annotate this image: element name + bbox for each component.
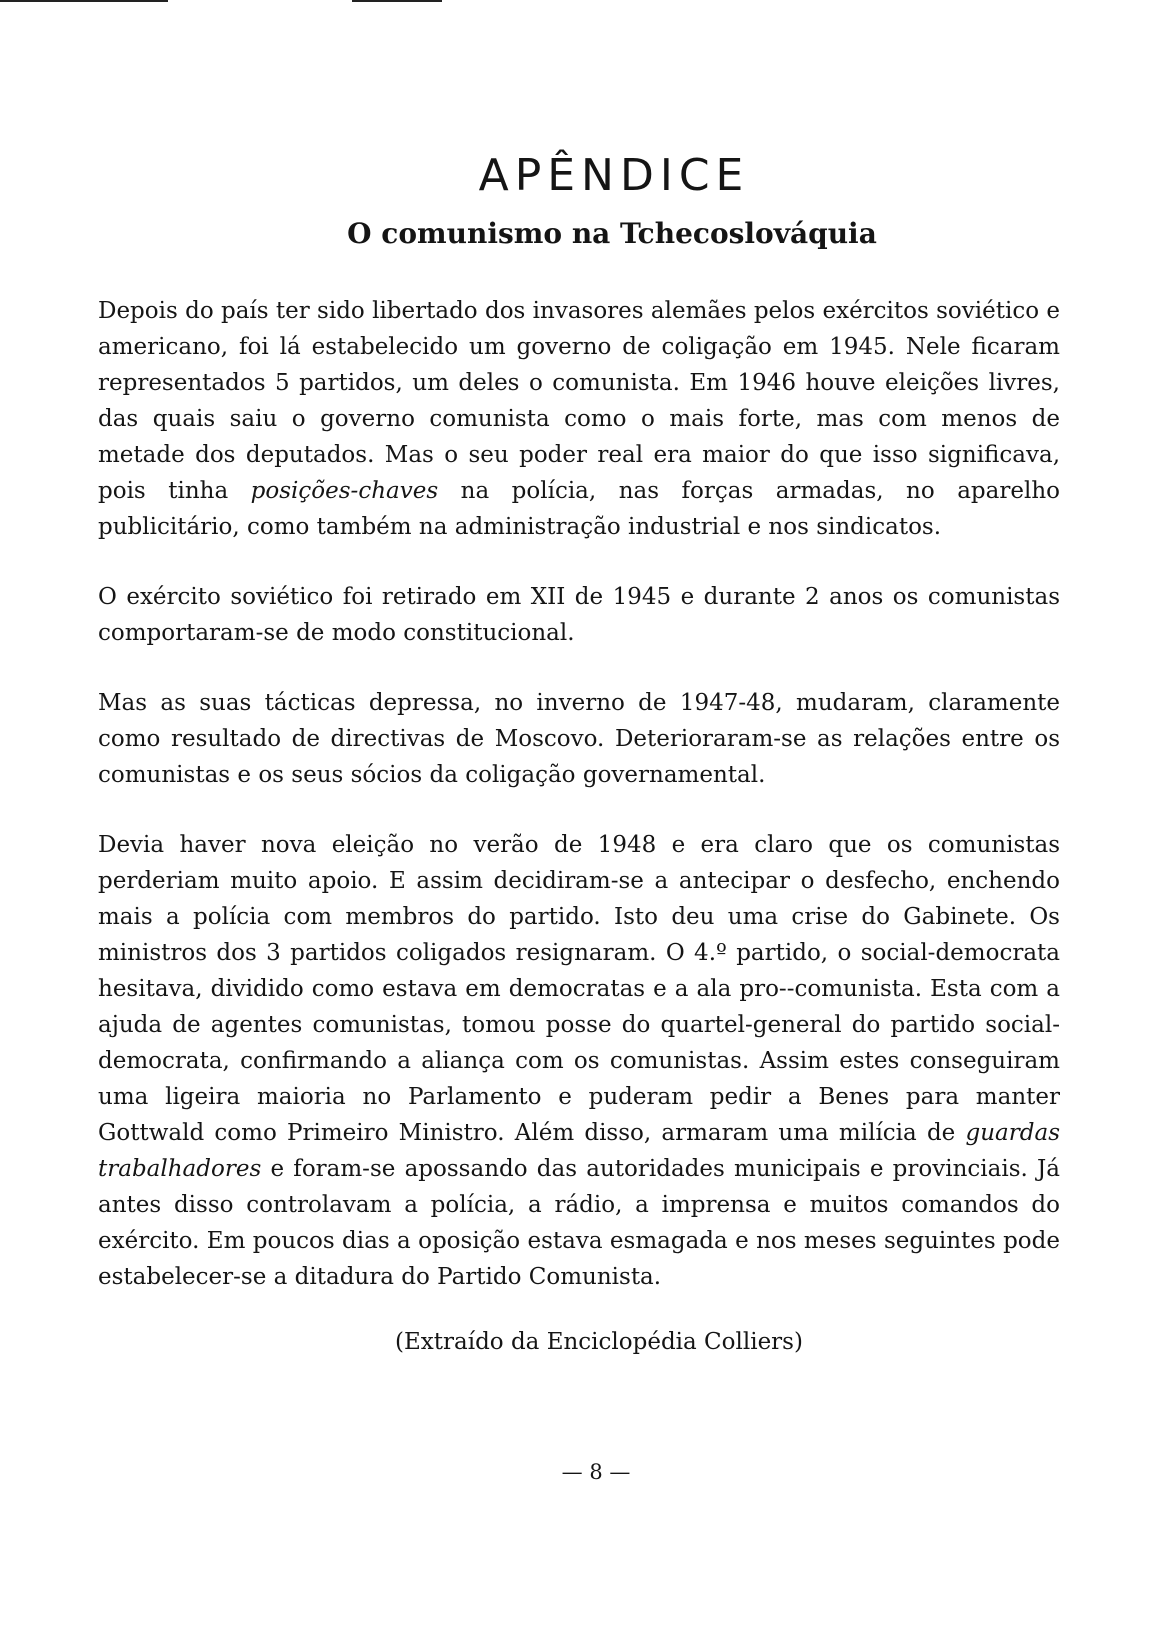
scan-edge-mark bbox=[0, 0, 168, 2]
paragraph-4-text-b: e foram-se apossando das autoridades municipais e provinciais. Já antes disso controlavam a polícia, a rádio, a imprensa e muitos comandos do exército. Em poucos dias a oposição estava esmagada e nos meses seguintes pode estabelecer-se a ditadura do Partido Comunista. bbox=[98, 1156, 1060, 1291]
paragraph-2: O exército soviético foi retirado em XII de 1945 e durante 2 anos os comunistas comportaram-se de modo constitucional. bbox=[98, 584, 1060, 647]
paragraph-4-text-a: Devia haver nova eleição no verão de 1948 e era claro que os comunistas perderiam muito apoio. E assim decidiram-se a antecipar o desfecho, enchendo mais a polícia com membros do partido. Isto deu uma crise do Gabinete. Os ministros dos 3 partidos coligados resignaram. O 4.º partido, o social-democrata hesitava, dividido como estava em democratas e a ala pro--comunista. Esta com a ajuda de agentes comunistas, tomou posse do quartel-general do partido social-democrata, confirmando a aliança com os comunistas. Assim estes conseguiram uma ligeira maioria no Parlamento e puderam pedir a Benes para manter Gottwald como Primeiro Ministro. Além disso, armaram uma milícia de bbox=[98, 832, 1060, 1147]
page-title: APÊNDICE bbox=[478, 150, 750, 201]
scan-edge-mark bbox=[352, 0, 442, 2]
page-number: — 8 — bbox=[561, 1460, 631, 1484]
paragraph-1 bbox=[98, 293, 1060, 545]
paragraph-1-text-b: na polícia, nas forças armadas, no aparelho publicitário, como também na administração industrial e nos sindicatos. bbox=[98, 478, 1060, 541]
document-page bbox=[98, 150, 1060, 1355]
source-citation: (Extraído da Enciclopédia Colliers) bbox=[395, 1329, 803, 1356]
body-text bbox=[98, 293, 1060, 1295]
paragraph-4 bbox=[98, 827, 1060, 1295]
paragraph-4-emphasis: guardas trabalhadores bbox=[98, 1120, 1060, 1183]
paragraph-1-text-a: Depois do país ter sido libertado dos invasores alemães pelos exércitos soviético e americano, foi lá estabelecido um governo de coligação em 1945. Nele ficaram representados 5 partidos, um deles o comunista. Em 1946 houve eleições livres, das quais saiu o governo comunista como o mais forte, mas com menos de metade dos deputados. Mas o seu poder real era maior do que isso significava, pois tinha bbox=[98, 298, 1060, 505]
paragraph-3: Mas as suas tácticas depressa, no inverno de 1947-48, mudaram, claramente como resultado de directivas de Moscovo. Deterioraram-se as relações entre os comunistas e os seus sócios da coligação governamental. bbox=[98, 690, 1060, 789]
paragraph-1-emphasis: posições-chaves bbox=[250, 478, 439, 505]
section-subtitle: O comunismo na Tchecoslováquia bbox=[347, 216, 877, 250]
